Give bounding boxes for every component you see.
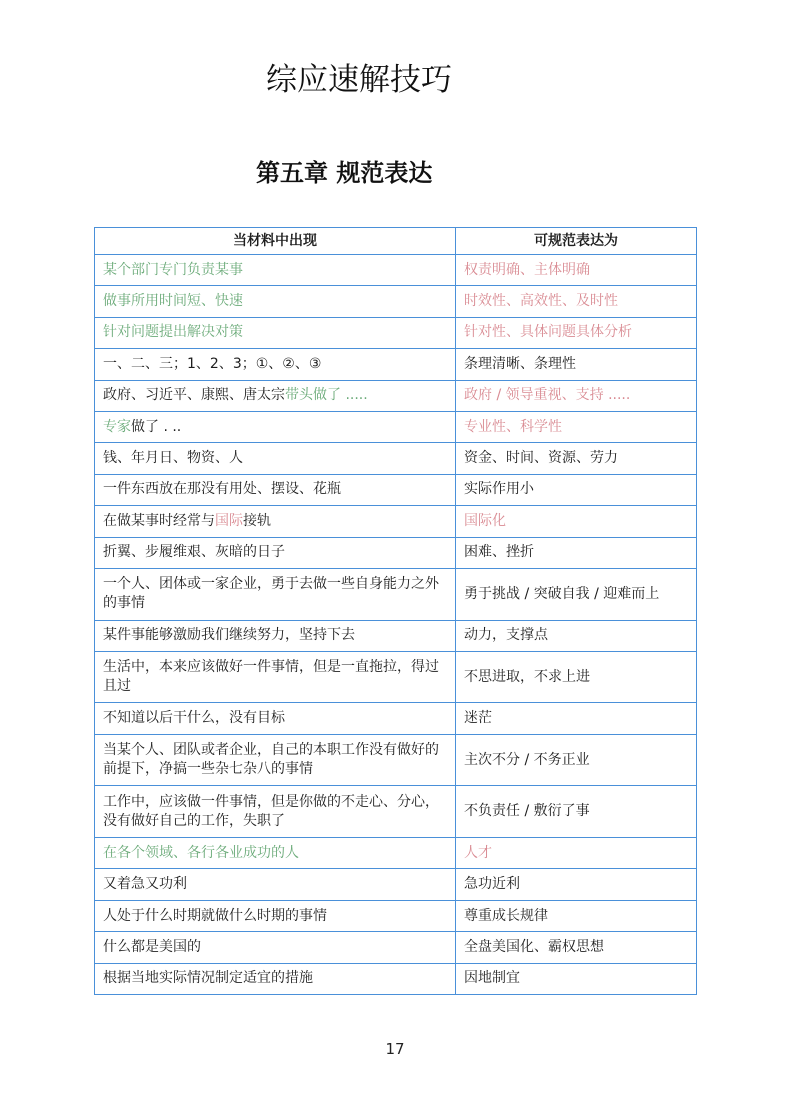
- table-row: [95, 786, 697, 838]
- cell-text: 某件事能够激励我们继续努力，坚持下去: [103, 627, 355, 644]
- table-row: [95, 474, 697, 505]
- expression-cell: [456, 703, 697, 734]
- material-cell: [95, 838, 456, 869]
- document-title: 综应速解技巧: [266, 62, 452, 98]
- cell-text: 勇于挑战 / 突破自我 / 迎难而上: [464, 585, 660, 602]
- cell-text: 接轨: [243, 512, 271, 529]
- expression-cell: [456, 255, 697, 286]
- expression-cell: [456, 443, 697, 474]
- cell-text: 不负责任 / 敷衍了事: [464, 803, 590, 820]
- page-number: 17: [385, 1040, 405, 1058]
- cell-text: 一件东西放在那没有用处、摆设、花瓶: [103, 481, 341, 498]
- cell-text: 带头做了 .....: [285, 387, 368, 404]
- table-row: [95, 869, 697, 900]
- table-row: [95, 537, 697, 568]
- cell-text: 工作中，应该做一件事情，但是你做的不走心、分心，没有做好自己的工作，失职了: [103, 793, 439, 829]
- cell-text: 根据当地实际情况制定适宜的措施: [103, 970, 313, 987]
- expression-cell: [456, 537, 697, 568]
- cell-text: 国际: [215, 512, 243, 529]
- cell-text: 一个人、团体或一家企业，勇于去做一些自身能力之外的事情: [103, 576, 439, 612]
- table-row: [95, 703, 697, 734]
- cell-text: 又着急又功利: [103, 876, 187, 893]
- expression-cell: [456, 786, 697, 838]
- expression-cell: [456, 286, 697, 317]
- table-row: [95, 568, 697, 620]
- expression-cell: [456, 734, 697, 786]
- cell-text: 动力，支撑点: [464, 627, 548, 644]
- material-cell: [95, 568, 456, 620]
- cell-text: 不思进取，不求上进: [464, 668, 590, 685]
- expression-cell: [456, 900, 697, 931]
- cell-text: 尊重成长规律: [464, 907, 548, 924]
- cell-text: 钱、年月日、物资、人: [103, 450, 243, 467]
- material-cell: [95, 651, 456, 703]
- column-header-material: 当材料中出现: [95, 228, 456, 255]
- cell-text: 迷茫: [464, 710, 492, 727]
- table-row: [95, 651, 697, 703]
- table-row: [95, 255, 697, 286]
- material-cell: [95, 932, 456, 963]
- expression-cell: [456, 838, 697, 869]
- cell-text: 政府 / 领导重视、支持 .....: [464, 387, 631, 404]
- cell-text: 专家: [103, 418, 131, 435]
- cell-text: 时效性、高效性、及时性: [464, 293, 618, 310]
- table-row: [95, 286, 697, 317]
- expression-cell: [456, 620, 697, 651]
- table-row: [95, 734, 697, 786]
- cell-text: 做了 . ..: [131, 418, 182, 435]
- table-row: [95, 317, 697, 348]
- chapter-title: 第五章 规范表达: [256, 159, 433, 187]
- table-body: [95, 255, 697, 995]
- cell-text: 资金、时间、资源、劳力: [464, 450, 618, 467]
- cell-text: 人才: [464, 844, 492, 861]
- material-cell: [95, 380, 456, 411]
- table-row: [95, 380, 697, 411]
- table-header-row: [95, 228, 697, 255]
- material-cell: [95, 734, 456, 786]
- material-cell: [95, 443, 456, 474]
- cell-text: 政府、习近平、康熙、唐太宗: [103, 387, 285, 404]
- material-cell: [95, 620, 456, 651]
- expression-cell: [456, 411, 697, 442]
- cell-text: 在各个领域、各行各业成功的人: [103, 844, 299, 861]
- table-row: [95, 506, 697, 537]
- cell-text: 什么都是美国的: [103, 938, 201, 955]
- expression-cell: [456, 349, 697, 380]
- expression-cell: [456, 474, 697, 505]
- cell-text: 困难、挫折: [464, 544, 534, 561]
- cell-text: 因地制宜: [464, 970, 520, 987]
- cell-text: 针对性、具体问题具体分析: [464, 324, 632, 341]
- cell-text: 国际化: [464, 512, 506, 529]
- material-cell: [95, 537, 456, 568]
- material-cell: [95, 869, 456, 900]
- table-row: [95, 620, 697, 651]
- cell-text: 人处于什么时期就做什么时期的事情: [103, 907, 327, 924]
- cell-text: 不知道以后干什么，没有目标: [103, 710, 285, 727]
- table-row: [95, 963, 697, 994]
- material-cell: [95, 963, 456, 994]
- material-cell: [95, 349, 456, 380]
- material-cell: [95, 286, 456, 317]
- expression-cell: [456, 380, 697, 411]
- table-row: [95, 443, 697, 474]
- table-row: [95, 349, 697, 380]
- cell-text: 折翼、步履维艰、灰暗的日子: [103, 544, 285, 561]
- expression-cell: [456, 651, 697, 703]
- material-cell: [95, 703, 456, 734]
- cell-text: 当某个人、团队或者企业，自己的本职工作没有做好的前提下，净搞一些杂七杂八的事情: [103, 742, 439, 778]
- expression-cell: [456, 506, 697, 537]
- cell-text: 专业性、科学性: [464, 418, 562, 435]
- cell-text: 权责明确、主体明确: [464, 261, 590, 278]
- table-row: [95, 900, 697, 931]
- cell-text: 生活中，本来应该做好一件事情，但是一直拖拉，得过且过: [103, 659, 439, 695]
- cell-text: 急功近利: [464, 876, 520, 893]
- column-header-expression: 可规范表达为: [456, 228, 697, 255]
- expression-cell: [456, 568, 697, 620]
- expression-cell: [456, 317, 697, 348]
- expression-cell: [456, 963, 697, 994]
- expression-cell: [456, 869, 697, 900]
- cell-text: 实际作用小: [464, 481, 534, 498]
- expression-cell: [456, 932, 697, 963]
- material-cell: [95, 506, 456, 537]
- material-cell: [95, 474, 456, 505]
- cell-text: 做事所用时间短、快速: [103, 293, 243, 310]
- table-row: [95, 411, 697, 442]
- material-cell: [95, 900, 456, 931]
- table-row: [95, 932, 697, 963]
- table-row: [95, 838, 697, 869]
- cell-text: 主次不分 / 不务正业: [464, 751, 590, 768]
- cell-text: 条理清晰、条理性: [464, 355, 576, 372]
- cell-text: 全盘美国化、霸权思想: [464, 938, 604, 955]
- material-cell: [95, 317, 456, 348]
- cell-text: 针对问题提出解决对策: [103, 324, 243, 341]
- cell-text: 某个部门专门负责某事: [103, 261, 243, 278]
- cell-text: 在做某事时经常与: [103, 512, 215, 529]
- expression-table: [94, 227, 697, 995]
- material-cell: [95, 786, 456, 838]
- material-cell: [95, 411, 456, 442]
- cell-text: 一、二、三；1、2、3；①、②、③: [103, 355, 322, 372]
- material-cell: [95, 255, 456, 286]
